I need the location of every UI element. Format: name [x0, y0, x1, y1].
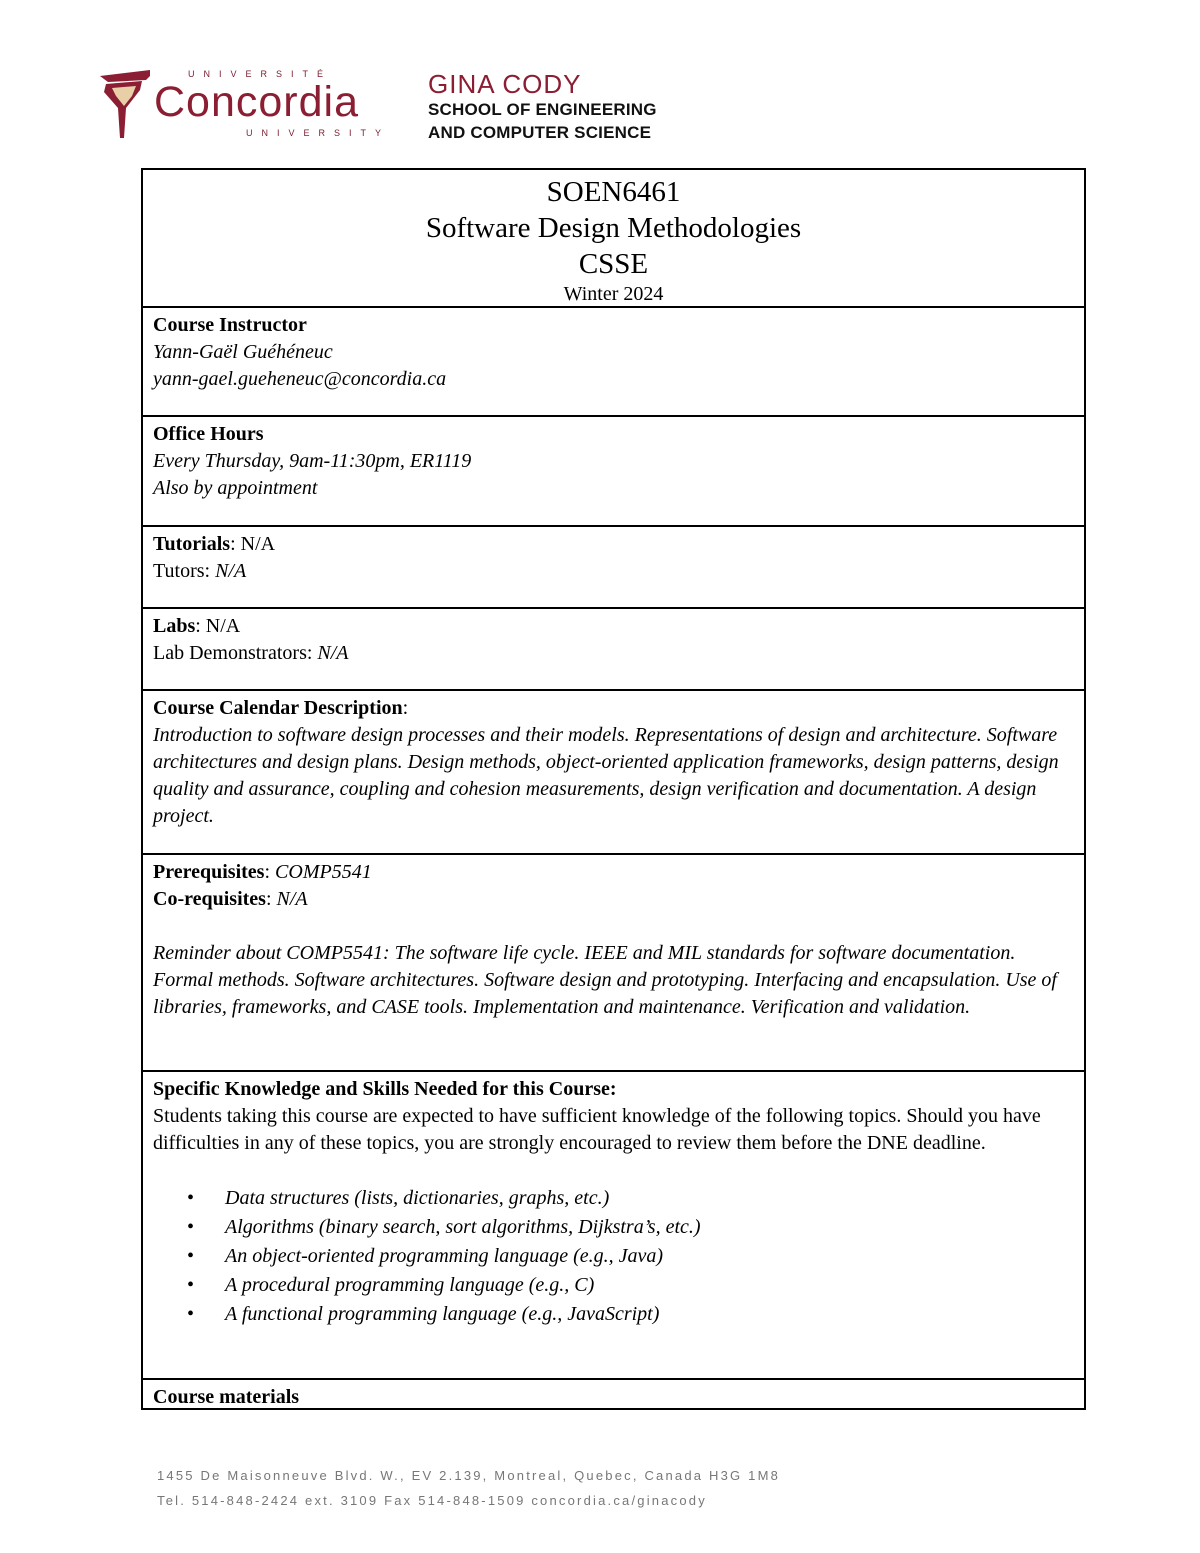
skills-cell [143, 1072, 1084, 1380]
labs-cell [143, 609, 1084, 691]
skill-item-text: An object-oriented programming language (e.g., Java) [225, 1245, 664, 1267]
labs-heading: Labs [153, 615, 196, 637]
lab-demonstrators-value: N/A [317, 642, 349, 664]
bullet-icon: • [187, 1303, 195, 1325]
spacer [153, 913, 1074, 940]
course-materials-cell [143, 1380, 1084, 1408]
tutors-line [153, 558, 1074, 585]
corequisites-line [153, 886, 1074, 913]
list-item [153, 1300, 1074, 1329]
course-name: Software Design Methodologies [425, 212, 802, 244]
skills-heading: Specific Knowledge and Skills Needed for this Course: [153, 1078, 617, 1100]
list-item [153, 1213, 1074, 1242]
skill-item-text: A functional programming language (e.g., JavaScript) [225, 1303, 660, 1325]
school-line-2: AND COMPUTER SCIENCE [428, 123, 652, 142]
school-logo [428, 70, 657, 144]
instructor-cell [143, 308, 1084, 417]
tutorials-cell [143, 527, 1084, 609]
instructor-name: Yann-Gaël Guéhéneuc [153, 341, 333, 363]
university-label: UNIVERSITY [246, 128, 391, 138]
tutors-label: Tutors: [153, 560, 216, 582]
prerequisites-colon: : [264, 861, 276, 883]
footer-address: 1455 De Maisonneuve Blvd. W., EV 2.139, Montreal, Quebec, Canada H3G 1M8 [157, 1468, 781, 1483]
concordia-logo [96, 66, 396, 146]
skill-item-text: Data structures (lists, dictionaries, graphs, etc.) [225, 1187, 610, 1209]
bullet-icon: • [187, 1216, 195, 1238]
footer-contact: Tel. 514-848-2424 ext. 3109 Fax 514-848-1509 concordia.ca/ginacody [157, 1493, 707, 1508]
bullet-icon: • [187, 1274, 195, 1296]
lab-demonstrators-line [153, 640, 1074, 667]
list-item [153, 1271, 1074, 1300]
course-title-cell [143, 170, 1084, 308]
comp5541-reminder: Reminder about COMP5541: The software life cycle. IEEE and MIL standards for software documentation. Formal methods. Software architectures. Software design and prototyping. Interfacing and encapsulation. Use of libraries, frameworks, and CASE tools. Implementation and maintenance. Verification and validation. [153, 942, 1057, 1018]
skill-item-text: A procedural programming language (e.g., C) [225, 1274, 595, 1296]
prerequisites-value: COMP5541 [275, 861, 372, 883]
labs-line [153, 613, 1074, 640]
prerequisites-cell [143, 855, 1084, 1072]
syllabus-table [141, 168, 1086, 1410]
instructor-email: yann-gael.gueheneuc@concordia.ca [153, 368, 447, 390]
school-title: GINA CODY [428, 69, 582, 99]
bullet-icon: • [187, 1245, 195, 1267]
office-hours-appointment: Also by appointment [153, 477, 318, 499]
spacer [153, 1157, 1074, 1184]
calendar-description-cell [143, 691, 1084, 855]
skill-item-text: Algorithms (binary search, sort algorithms, Dijkstra’s, etc.) [225, 1216, 701, 1238]
tutorials-heading: Tutorials [153, 533, 231, 555]
concordia-wordmark: Concordia [154, 78, 359, 126]
labs-value: : N/A [195, 615, 241, 637]
page-footer [157, 1463, 780, 1513]
office-hours-schedule: Every Thursday, 9am-11:30pm, ER1119 [153, 450, 472, 472]
prerequisites-line [153, 859, 1074, 886]
calendar-description-colon: : [402, 697, 409, 719]
corequisites-value: N/A [276, 888, 308, 910]
corequisites-heading: Co-requisites [153, 888, 266, 910]
calendar-description-heading: Course Calendar Description [153, 697, 403, 719]
tutorials-value: : N/A [230, 533, 276, 555]
lab-demonstrators-label: Lab Demonstrators: [153, 642, 318, 664]
tutorials-line [153, 531, 1074, 558]
skills-intro: Students taking this course are expected to have sufficient knowledge of the following topics. Should you have difficulties in any of these topics, you are strongly encouraged to review them before the DNE deadline. [153, 1105, 1041, 1154]
course-program: CSSE [578, 248, 649, 280]
bullet-icon: • [187, 1187, 195, 1209]
concordia-crest-icon [96, 68, 154, 140]
skills-list [153, 1184, 1074, 1329]
corequisites-colon: : [265, 888, 277, 910]
office-hours-cell [143, 417, 1084, 527]
course-code: SOEN6461 [546, 176, 681, 208]
instructor-heading: Course Instructor [153, 314, 307, 336]
prerequisites-heading: Prerequisites [153, 861, 265, 883]
course-term: Winter 2024 [563, 283, 664, 305]
list-item [153, 1242, 1074, 1271]
list-item [153, 1184, 1074, 1213]
calendar-description-heading-line [153, 695, 1074, 722]
universite-label: UNIVERSITÉ [188, 69, 333, 79]
school-line-1: SCHOOL OF ENGINEERING [428, 100, 657, 119]
office-hours-heading: Office Hours [153, 423, 264, 445]
tutors-value: N/A [215, 560, 247, 582]
course-materials-heading: Course materials [153, 1386, 300, 1408]
calendar-description-text: Introduction to software design processes and their models. Representations of design and architecture. Software architectures and design plans. Design methods, object-oriented application frameworks, design patterns, design quality and assurance, coupling and cohesion measurements, design verification and documentation. A design project. [153, 724, 1059, 827]
page-header [96, 66, 696, 146]
